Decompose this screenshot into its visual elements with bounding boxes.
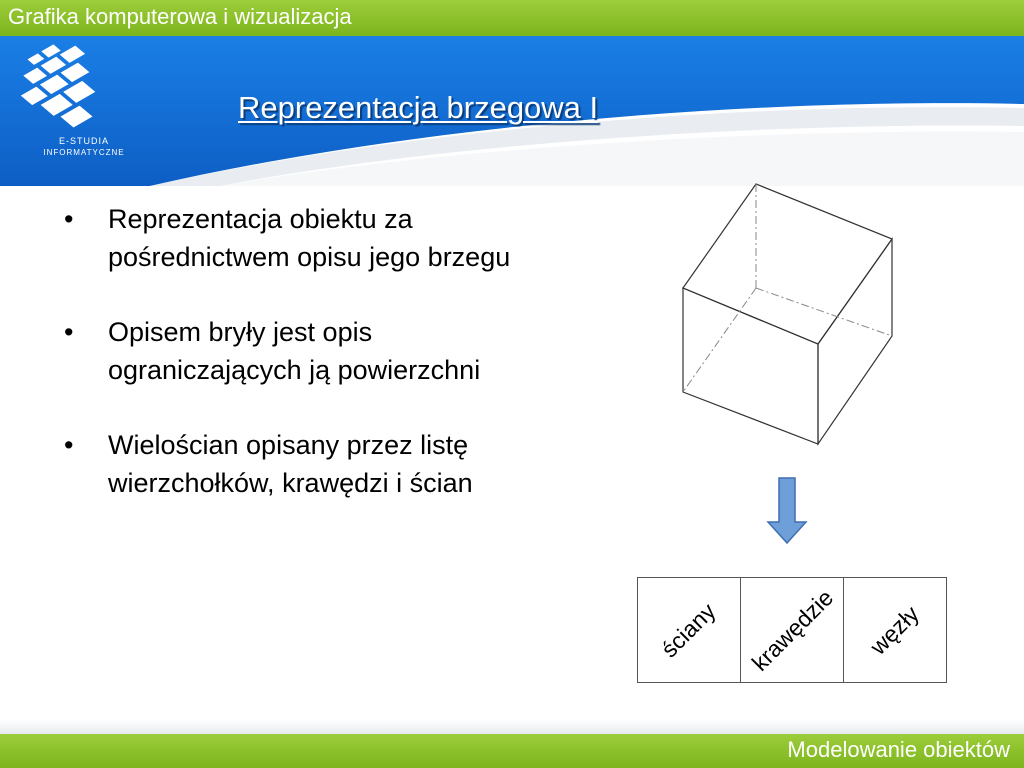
bullet-text: Opisem bryły jest opis ograniczających ją powierzchni — [108, 317, 481, 385]
bullet-text: Wielościan opisany przez listę wierzchołków, krawędzi i ścian — [108, 430, 473, 498]
bullet-item — [64, 200, 534, 276]
label-krawedzie: krawędzie — [746, 583, 839, 676]
bullet-list — [64, 200, 534, 539]
cube-top-face — [683, 184, 892, 344]
slide-title: Reprezentacja brzegowa I — [238, 90, 599, 125]
bullet-text: Reprezentacja obiektu za pośrednictwem opisu jego brzegu — [108, 204, 511, 272]
title-band — [0, 36, 1024, 186]
cube-front-face — [683, 288, 818, 444]
bullet-item — [64, 313, 534, 389]
label-wezly: węzły — [865, 600, 925, 660]
top-bar — [0, 0, 1024, 36]
course-title: Grafika komputerowa i wizualizacja — [8, 4, 352, 29]
logo-line-2: INFORMATYCZNE — [43, 148, 125, 157]
cube-wireframe — [670, 180, 910, 460]
table-cell — [741, 578, 844, 683]
arrow-down-icon — [766, 476, 808, 546]
table-cell — [638, 578, 741, 683]
cube-side-face — [818, 239, 892, 444]
logo-line-1: E-STUDIA — [58, 136, 109, 146]
bottom-bar — [0, 734, 1024, 768]
label-sciany: ściany — [656, 597, 721, 662]
cube-hidden-edges — [683, 184, 892, 392]
footer-separator — [0, 720, 1024, 734]
bullet-marker: • — [64, 204, 74, 234]
bullet-item — [64, 426, 534, 502]
bullet-marker: • — [64, 430, 74, 460]
section-title: Modelowanie obiektów — [787, 737, 1010, 762]
bullet-marker: • — [64, 317, 74, 347]
e-studia-logo — [10, 40, 140, 157]
table-cell — [844, 578, 947, 683]
boundary-elements-table — [637, 577, 947, 683]
logo-grid-icon — [10, 40, 140, 140]
